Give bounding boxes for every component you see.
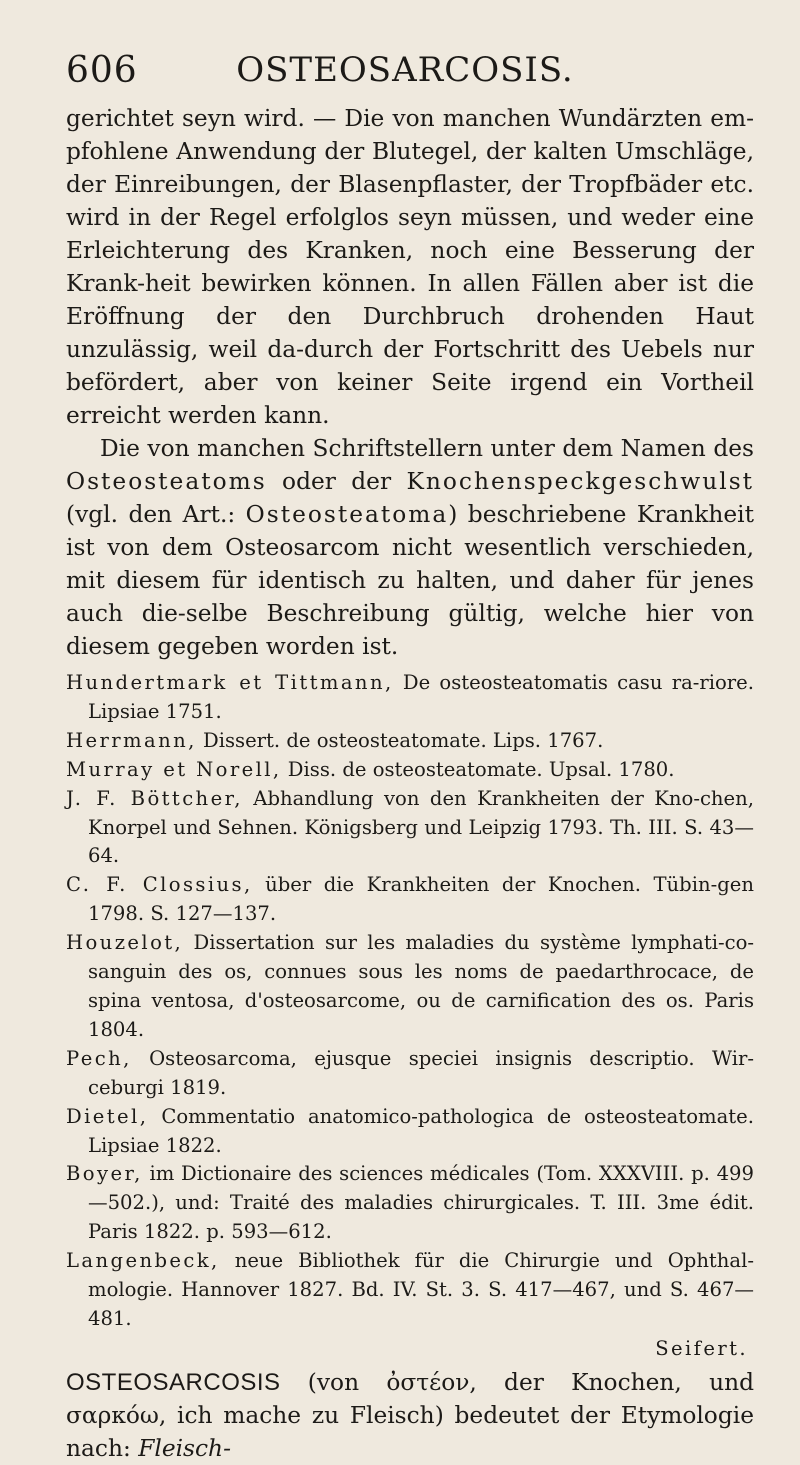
- paragraph-2-text-b: oder der: [282, 468, 392, 495]
- reference-text: Dissertation sur les maladies du système lymphati-co-sanguin des os, connues sous les noms de paedarthrocace, de spina ventosa, d'osteosarcome, ou de carnification des os. Paris 1804.: [88, 931, 754, 1041]
- reference-author: Boyer,: [66, 1162, 143, 1186]
- paragraph-1: gerichtet seyn wird. — Die von manchen Wundärzten em-pfohlene Anwendung der Blutegel, der kalten Umschläge, der Einreibungen, der Blasenpflaster, der Tropfbäder etc. wird in der Regel erfolglos seyn müssen, und weder eine Erleichterung des Kranken, noch eine Besserung der Krank-heit bewirken können. In allen Fällen aber ist die Eröffnung der den Durchbruch drohenden Haut unzulässig, weil da-durch der Fortschritt des Uebels nur befördert, aber von keiner Seite irgend ein Vortheil erreicht werden kann.: [66, 105, 754, 429]
- reference-text: Abhandlung von den Krankheiten der Kno-chen, Knorpel und Sehnen. Königsberg und Leipzig 1793. Th. III. S. 43—64.: [88, 786, 754, 868]
- reference-author: Houzelot,: [66, 931, 184, 955]
- reference-text: über die Krankheiten der Knochen. Tübin-gen 1798. S. 127—137.: [88, 873, 754, 926]
- reference-text: Commentatio anatomico-pathologica de osteosteatomate. Lipsiae 1822.: [88, 1104, 754, 1157]
- running-title: OSTEOSARCOSIS.: [236, 50, 574, 90]
- reference-item: [66, 785, 754, 872]
- bibliography: [66, 669, 754, 1363]
- reference-text: Dissert. de osteosteatomate. Lips. 1767.: [202, 728, 604, 752]
- reference-author: J. F. Böttcher,: [66, 786, 243, 810]
- reference-text: Osteosarcoma, ejusque speciei insignis descriptio. Wir-ceburgi 1819.: [88, 1046, 754, 1099]
- page-number: 606: [66, 50, 138, 91]
- reference-item: [66, 871, 754, 929]
- reference-item: [66, 1247, 754, 1334]
- entry-text-italic: Fleisch-: [138, 1434, 231, 1462]
- reference-author: Herrmann,: [66, 728, 197, 752]
- page-header: [60, 50, 750, 98]
- reference-author: Langenbeck,: [66, 1249, 220, 1273]
- entry-headword: OSTEOSARCOSIS: [66, 1368, 281, 1396]
- cross-reference-osteosteatoma: Osteosteatoma: [245, 501, 449, 528]
- reference-author: Pech,: [66, 1046, 132, 1070]
- paragraph-2-text-c: (vgl. den Art.:: [66, 501, 236, 528]
- reference-text: im Dictionaire des sciences médicales (Tom. XXXVIII. p. 499—502.), und: Traité des maladies chirurgicales. T. III. 3me édit. Paris 1822. p. 593—612.: [88, 1162, 754, 1244]
- reference-item: [66, 727, 754, 756]
- reference-item: [66, 669, 754, 727]
- term-knochenspeckgeschwulst: Knochenspeckgeschwulst: [406, 468, 755, 495]
- paragraph-2-text-a: Die von manchen Schriftstellern unter dem Namen des: [100, 435, 754, 462]
- reference-item: [66, 929, 754, 1045]
- next-entry: [66, 1366, 754, 1465]
- entry-text: (von ὀστέον, der Knochen, und σαρκόω, ich mache zu Fleisch) bedeutet der Etymologie nach:: [66, 1368, 754, 1462]
- term-osteosteatoms: Osteosteatoms: [66, 468, 267, 495]
- reference-item: [66, 1045, 754, 1103]
- reference-text: Diss. de osteosteatomate. Upsal. 1780.: [287, 757, 675, 781]
- paragraph-2-text-d: ) beschriebene Krankheit ist von dem Osteosarcom nicht wesentlich verschieden, mit diesem für identisch zu halten, und daher für jenes auch die-selbe Beschreibung gültig, welche hier von diesem gegeben worden ist.: [66, 501, 754, 660]
- article-signature: Seifert.: [655, 1336, 748, 1360]
- reference-text: neue Bibliothek für die Chirurgie und Ophthal-mologie. Hannover 1827. Bd. IV. St. 3. S. 417—467, und S. 467—481.: [88, 1249, 754, 1330]
- reference-text: De osteosteatomatis casu ra-riore. Lipsiae 1751.: [88, 671, 754, 723]
- reference-item: [66, 1103, 754, 1161]
- reference-author: Murray et Norell,: [66, 757, 282, 781]
- reference-item: [66, 1160, 754, 1247]
- paragraph-2: [66, 432, 754, 663]
- reference-author: C. F. Clossius,: [66, 873, 253, 897]
- reference-item: [66, 756, 754, 785]
- reference-author: Dietel,: [66, 1104, 149, 1128]
- reference-author: Hundertmark et Tittmann,: [66, 671, 394, 694]
- main-text: [66, 102, 754, 1465]
